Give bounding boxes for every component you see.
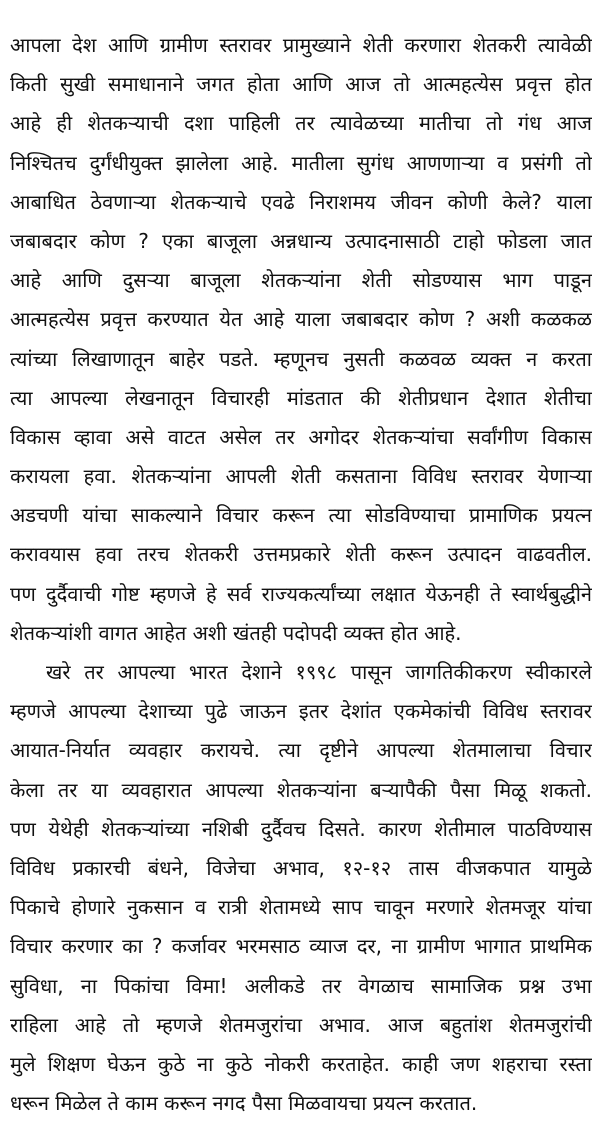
text-line: किती सुखी समाधानाने जगत होता आणि आज तो आत्महत्येस प्रवृत्त होत [10,72,592,97]
text-line: पिकाचे होणारे नुकसान व रात्री शेतामध्ये साप चावून मरणारे शेतमजूर यांचा [10,895,592,920]
text-line: निश्चितच दुर्गंधीयुक्त झालेला आहे. मातीला सुगंध आणणाऱ्या व प्रसंगी तो [10,150,592,175]
text-line: केला तर या व्यवहारात आपल्या शेतकऱ्यांना बऱ्यापैकी पैसा मिळू शकतो. [10,777,592,802]
text-line: आबाधित ठेवणाऱ्या शेतकऱ्याचे एवढे निराशमय जीवन कोणी केले? याला [10,189,592,214]
text-line: त्या आपल्या लेखनातून विचारही मांडतात की शेतीप्रधान देशात शेतीचा [10,385,592,410]
text-line: आयात-निर्यात व्यवहार करायचे. त्या दृष्टीने आपल्या शेतमालाचा विचार [10,738,592,763]
paragraph-1 [10,26,592,653]
text-line: जबाबदार कोण ? एका बाजूला अन्नधान्य उत्पादनासाठी टाहो फोडला जात [10,228,592,253]
text-line: राहिला आहे तो म्हणजे शेतमजुरांचा अभाव. आज बहुतांश शेतमजुरांची [10,1012,592,1037]
text-line: पण दुर्दैवाची गोष्ट म्हणजे हे सर्व राज्यकर्त्यांच्या लक्षात येऊनही ते स्वार्थबुद्धीने [10,581,592,606]
text-line: अडचणी यांचा साकल्याने विचार करून त्या सोडविण्याचा प्रामाणिक प्रयत्न [10,503,592,528]
text-line: खरे तर आपल्या भारत देशाने १९९८ पासून जागतिकीकरण स्वीकारले [46,660,592,684]
text-line: मुले शिक्षण घेऊन कुठे ना कुठे नोकरी करताहेत. काही जण शहराचा रस्ता [10,1051,592,1076]
text-line: करावयास हवा तरच शेतकरी उत्तमप्रकारे शेती करून उत्पादन वाढवतील. [10,542,592,567]
text-line: विचार करणार का ? कर्जावर भरमसाठ व्याज दर, ना ग्रामीण भागात प्राथमिक [10,934,592,959]
text-line: पण येथेही शेतकऱ्यांच्या नशिबी दुर्दैवच दिसते. कारण शेतीमाल पाठविण्यास [10,816,592,841]
text-line: सुविधा, ना पिकांचा विमा! अलीकडे तर वेगळाच सामाजिक प्रश्न उभा [10,973,592,998]
document-page [10,26,592,1123]
text-line: आहे आणि दुसऱ्या बाजूला शेतकऱ्यांना शेती सोडण्यास भाग पाडून [10,268,592,293]
text-line: विविध प्रकारची बंधने, विजेचा अभाव, १२-१२ तास वीजकपात यामुळे [10,855,592,880]
paragraph-2 [10,653,592,1123]
text-line: त्यांच्या लिखाणातून बाहेर पडते. म्हणूनच नुसती कळवळ व्यक्त न करता [10,346,592,371]
text-line: धरून मिळेल ते काम करून नगद पैसा मिळवायचा प्रयत्न करतात. [10,1091,478,1116]
text-line: म्हणजे आपल्या देशाच्या पुढे जाऊन इतर देशांत एकमेकांची विविध स्तरावर [10,699,592,724]
text-line: करायला हवा. शेतकऱ्यांना आपली शेती कसताना विविध स्तरावर येणाऱ्या [10,464,592,489]
text-line: आपला देश आणि ग्रामीण स्तरावर प्रामुख्याने शेती करणारा शेतकरी त्यावेळी [10,33,592,57]
text-line: आहे ही शेतकऱ्याची दशा पाहिली तर त्यावेळच्या मातीचा तो गंध आज [10,111,592,136]
text-line: आत्महत्येस प्रवृत्त करण्यात येत आहे याला जबाबदार कोण ? अशी कळकळ [10,307,592,332]
text-line: विकास व्हावा असे वाटत असेल तर अगोदर शेतकऱ्यांचा सर्वांगीण विकास [10,424,592,449]
text-line: शेतकऱ्यांशी वागत आहेत अशी खंतही पदोपदी व्यक्त होत आहे. [10,620,462,645]
